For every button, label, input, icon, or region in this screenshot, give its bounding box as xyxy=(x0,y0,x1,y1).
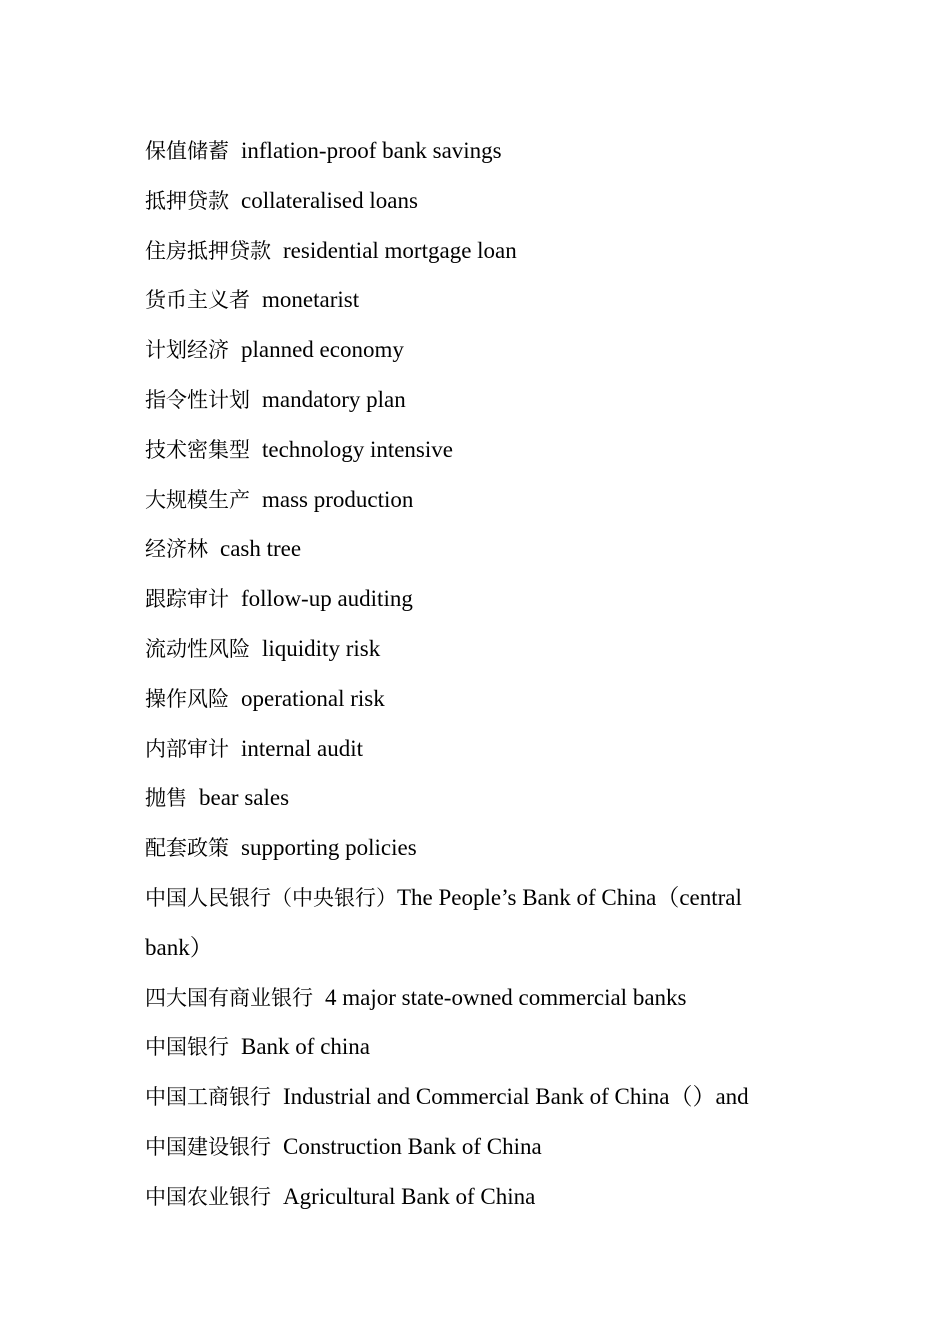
glossary-entry xyxy=(145,823,815,873)
term-english: Construction Bank of China xyxy=(283,1133,542,1159)
term-english: Agricultural Bank of China xyxy=(283,1183,536,1209)
glossary-entry xyxy=(145,425,815,475)
term-english: residential mortgage loan xyxy=(283,237,517,263)
glossary-entry xyxy=(145,126,815,176)
term-english: mass production xyxy=(262,486,414,512)
term-chinese: 抛售 xyxy=(145,786,187,811)
glossary-entry xyxy=(145,176,815,226)
glossary-entry xyxy=(145,973,815,1023)
glossary-entry xyxy=(145,1122,815,1172)
term-english: operational risk xyxy=(241,685,385,711)
glossary-entry xyxy=(145,524,815,574)
glossary-entry-continuation xyxy=(145,923,815,973)
glossary-entry xyxy=(145,226,815,276)
term-english: collateralised loans xyxy=(241,187,418,213)
term-chinese: 大规模生产 xyxy=(145,487,250,512)
term-chinese: 跟踪审计 xyxy=(145,587,229,612)
term-chinese: 抵押贷款 xyxy=(145,188,229,213)
glossary-entry xyxy=(145,624,815,674)
term-chinese: 经济林 xyxy=(145,537,208,562)
glossary-entry xyxy=(145,1172,815,1222)
term-chinese: 配套政策 xyxy=(145,836,229,861)
glossary-list xyxy=(145,126,815,1222)
term-chinese: 计划经济 xyxy=(145,338,229,363)
term-chinese: 中国人民银行（中央银行） xyxy=(145,885,397,910)
term-chinese: 内部审计 xyxy=(145,736,229,761)
glossary-entry xyxy=(145,475,815,525)
term-english: follow-up auditing xyxy=(241,586,413,612)
term-english: mandatory plan xyxy=(262,386,406,412)
term-chinese: 技术密集型 xyxy=(145,437,250,462)
glossary-entry xyxy=(145,773,815,823)
term-english: technology intensive xyxy=(262,436,453,462)
term-english: planned economy xyxy=(241,337,404,363)
term-english: cash tree xyxy=(220,536,302,562)
glossary-entry xyxy=(145,1072,815,1122)
term-english: liquidity risk xyxy=(262,635,381,661)
term-chinese: 四大国有商业银行 xyxy=(145,985,313,1010)
term-chinese: 货币主义者 xyxy=(145,288,250,313)
term-english: monetarist xyxy=(262,287,360,313)
term-english: internal audit xyxy=(241,735,363,761)
glossary-entry xyxy=(145,275,815,325)
glossary-entry xyxy=(145,674,815,724)
term-english: The People’s Bank of China（central xyxy=(397,884,742,910)
glossary-entry xyxy=(145,325,815,375)
term-chinese: 中国工商银行 xyxy=(145,1085,271,1110)
term-chinese: 住房抵押贷款 xyxy=(145,238,271,263)
term-chinese: 操作风险 xyxy=(145,686,229,711)
term-english: inflation-proof bank savings xyxy=(241,138,502,163)
term-chinese: 指令性计划 xyxy=(145,387,250,412)
term-english: supporting policies xyxy=(241,835,417,861)
glossary-entry xyxy=(145,724,815,774)
term-english: Industrial and Commercial Bank of China（）and xyxy=(283,1084,749,1110)
term-english: Bank of china xyxy=(241,1034,371,1060)
term-chinese: 中国农业银行 xyxy=(145,1184,271,1209)
term-chinese: 中国银行 xyxy=(145,1035,229,1060)
term-chinese: 流动性风险 xyxy=(145,636,250,661)
glossary-entry xyxy=(145,873,815,923)
glossary-entry xyxy=(145,574,815,624)
term-english-continued: bank） xyxy=(145,934,213,960)
glossary-entry xyxy=(145,375,815,425)
term-english: bear sales xyxy=(199,785,290,811)
term-chinese: 保值储蓄 xyxy=(145,139,229,163)
term-chinese: 中国建设银行 xyxy=(145,1134,271,1159)
glossary-entry xyxy=(145,1022,815,1072)
term-english: 4 major state-owned commercial banks xyxy=(325,984,687,1010)
